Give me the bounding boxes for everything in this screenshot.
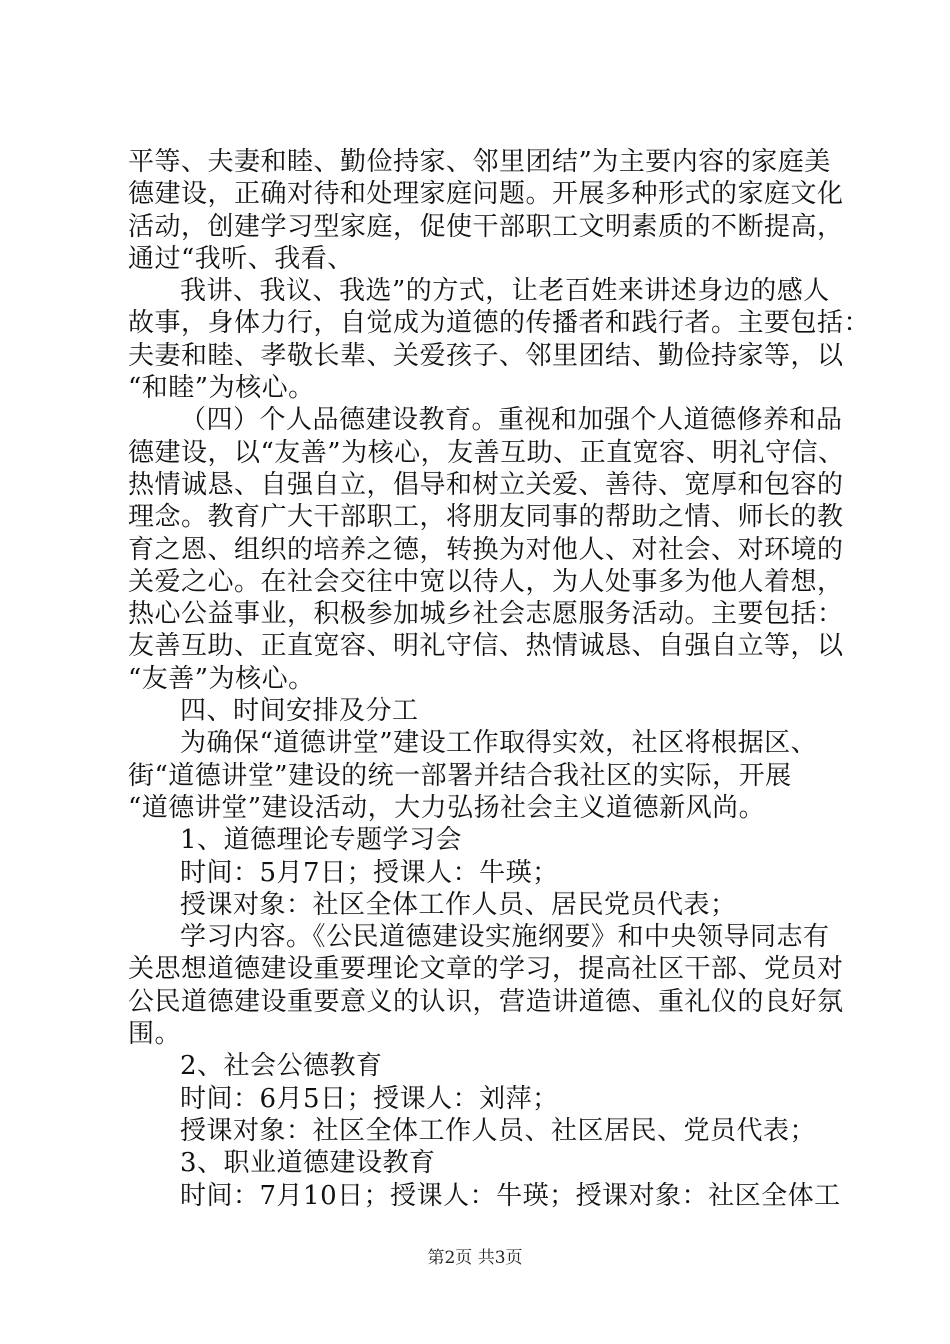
- paragraph-line: 关思想道德建设重要理论文章的学习，提高社区干部、党员对: [128, 954, 844, 985]
- subsection-heading: 2、社会公德教育: [180, 1051, 383, 1082]
- paragraph-line: 活动，创建学习型家庭，促使干部职工文明素质的不断提高，: [128, 211, 844, 242]
- subsection-heading: 1、道德理论专题学习会: [180, 825, 463, 856]
- paragraph-line: 夫妻和睦、孝敬长辈、关爱孩子、邻里团结、勤俭持家等，以: [128, 340, 844, 371]
- paragraph-line: 授课对象：社区全体工作人员、社区居民、党员代表；: [180, 1115, 817, 1146]
- paragraph-line: 关爱之心。在社会交往中宽以待人，为人处事多为他人着想，: [128, 566, 844, 597]
- page-footer: 第2页 共3页: [427, 1248, 523, 1268]
- paragraph-line: 热情诚恳、自强自立，倡导和树立关爱、善待、宽厚和包容的: [128, 469, 844, 500]
- paragraph-line: “道德讲堂”建设活动，大力弘扬社会主义道德新风尚。: [128, 792, 766, 823]
- paragraph-line: 德建设，正确对待和处理家庭问题。开展多种形式的家庭文化: [128, 179, 844, 210]
- paragraph-line: 平等、夫妻和睦、勤俭持家、邻里团结”为主要内容的家庭美: [128, 147, 831, 177]
- paragraph-line: 街“道德讲堂”建设的统一部署并结合我社区的实际，开展: [128, 760, 792, 791]
- paragraph-line: 热心公益事业，积极参加城乡社会志愿服务活动。主要包括：: [128, 599, 844, 630]
- paragraph-line: 通过“我听、我看、: [128, 243, 354, 274]
- subsection-heading: 3、职业道德建设教育: [180, 1148, 436, 1179]
- paragraph-line: 为确保“道德讲堂”建设工作取得实效，社区将根据区、: [180, 728, 818, 759]
- paragraph-line: 公民道德建设重要意义的认识，营造讲道德、重礼仪的良好氛: [128, 986, 844, 1017]
- paragraph-line: 友善互助、正直宽容、明礼守信、热情诚恳、自强自立等，以: [128, 631, 844, 662]
- paragraph-line: “和睦”为核心。: [128, 373, 315, 404]
- paragraph-line: 德建设，以“友善”为核心，友善互助、正直宽容、明礼守信、: [128, 437, 845, 468]
- paragraph-line: 育之恩、组织的培养之德，转换为对他人、对社会、对环境的: [128, 534, 844, 565]
- paragraph-line: 理念。教育广大干部职工，将朋友同事的帮助之情、师长的教: [128, 502, 844, 533]
- paragraph-line: 授课对象：社区全体工作人员、居民党员代表；: [180, 889, 737, 920]
- paragraph-line: 学习内容。《公民道德建设实施纲要》和中央领导同志有: [180, 922, 830, 953]
- paragraph-line: 时间：5月7日；授课人：牛瑛；: [180, 857, 559, 888]
- paragraph-line: 时间：6月5日；授课人：刘萍；: [180, 1083, 559, 1114]
- paragraph-line: “友善”为核心。: [128, 663, 315, 694]
- paragraph-line: 围。: [128, 1019, 182, 1050]
- paragraph-line: 时间：7月10日；授课人：牛瑛；授课对象：社区全体工: [180, 1180, 841, 1211]
- paragraph-line: （四）个人品德建设教育。重视和加强个人道德修养和品: [180, 405, 843, 436]
- section-heading: 四、时间安排及分工: [180, 696, 419, 727]
- paragraph-line: 故事，身体力行，自觉成为道德的传播者和践行者。主要包括：: [128, 308, 871, 339]
- paragraph-line: 我讲、我议、我选”的方式，让老百姓来讲述身边的感人: [180, 276, 830, 307]
- document-body: [128, 146, 871, 1212]
